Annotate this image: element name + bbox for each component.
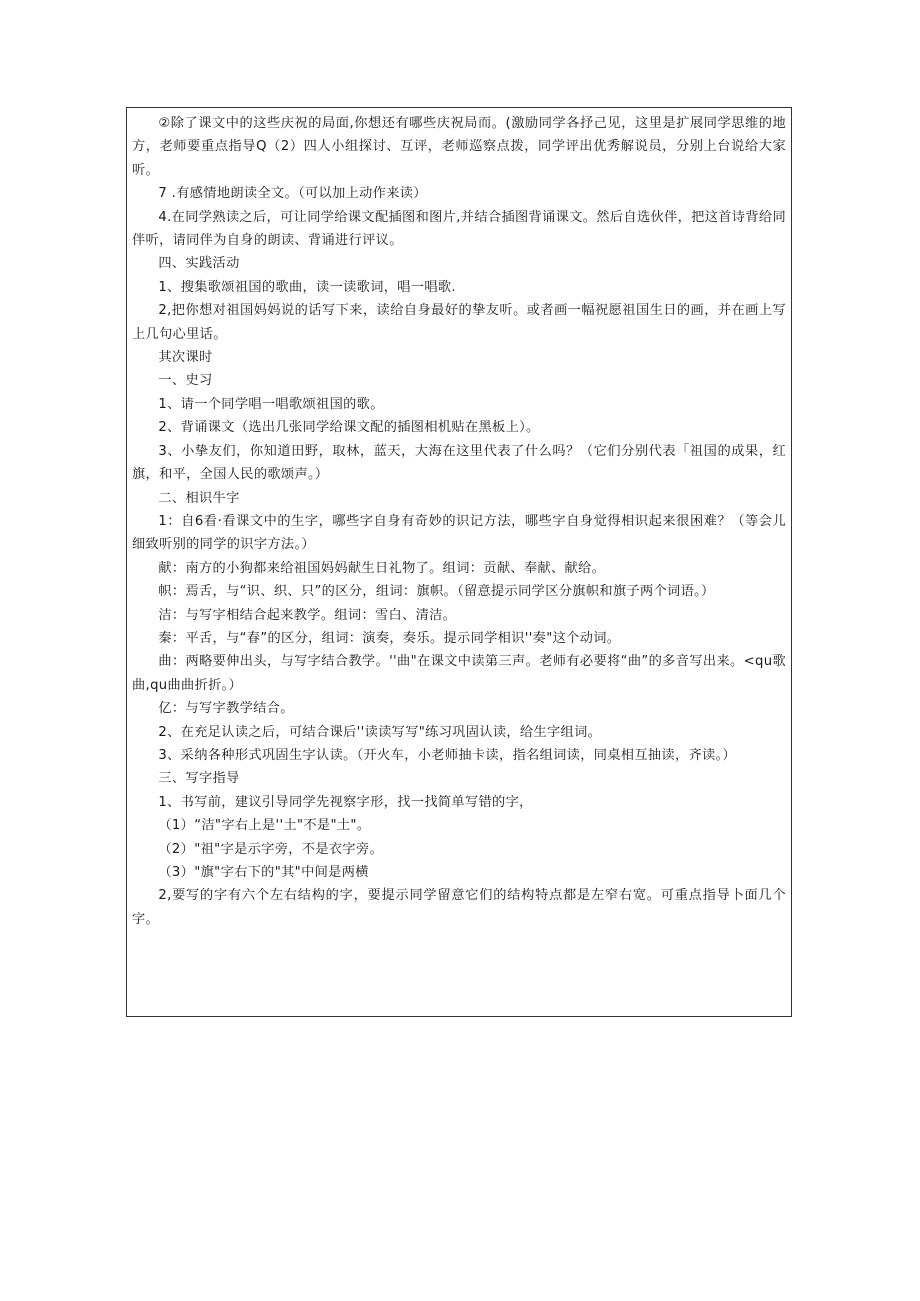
section-heading-second-lesson: 其次课时: [158, 350, 213, 366]
writing-note-3: （3）"旗"字右下的"其"中间是两横: [158, 865, 369, 880]
character-note-qu: 曲：两略要伸出头，与写字结合教学。''曲"在课文中读第三声。老师有必要将“曲”的多音写出来。<qu歌曲,qu曲曲折折。）: [132, 654, 786, 693]
character-note-zou: 秦：平舌，与“春”的区分，组词：演奏，奏乐。提示同学相识''奏"这个动词。: [158, 630, 621, 646]
paragraph-self-study-characters: 1：自6看·看课文中的生字，哪些字自身有奇妙的识记方法，哪些字自身觉得相识起来很困难？（等会儿细致听别的同学的识字方法。）: [132, 513, 786, 553]
paragraph-word-practice: 2、在充足认读之后，可结合课后''读读写写"练习巩固认读，给生字组词。: [158, 724, 602, 740]
writing-note-1: （1）“洁"字右上是''土"不是"土"。: [158, 818, 371, 834]
lesson-plan-text: [132, 112, 786, 931]
character-note-zhi: 帜：焉舌，与“识、织、只”的区分，组词：旗帜。（留意提示同学区分旗帜和旗子两个词语。）: [158, 584, 715, 600]
paragraph-write-to-motherland: 2,把你想对祖国妈妈说的话写下来，读给自身最好的挚友听。或者画一幅祝愿祖国生日的画，并在画上写上几句心里话。: [132, 303, 786, 342]
paragraph-illustrate-recite: 4.在同学熟读之后，可让同学给课文配插图和图片,并结合插图背诵课文。然后自选伙伴，把这首诗背给同伴听，请同伴为自身的朗读、背诵进行评议。: [132, 209, 786, 249]
paragraph-recite-text: 2、背诵课文（选出几张同学给课文配的插图相机贴在黑板上）。: [158, 420, 540, 436]
writing-note-2: （2）"祖"字是示字旁，不是衣字旁。: [158, 841, 384, 857]
paragraph-consolidate-reading: 3、采纳各种形式巩固生字认读。（开火车，小老师抽卡读，指名组词读，同桌相互抽读，齐读。）: [158, 747, 737, 763]
section-heading-new-characters: 二、相识牛字: [158, 490, 240, 506]
paragraph-observe-shapes: 1、书写前，建议引导同学先视察字形，找一找简单写错的字，: [158, 794, 533, 810]
paragraph-left-right-structure: 2,要写的字有六个左右结构的字，要提示同学留意它们的结构特点都是左窄右宽。可重点指导卜面几个字。: [132, 888, 786, 927]
character-note-yi: 亿：与写字教学结合。: [158, 701, 294, 717]
lesson-plan-table-cell: [126, 107, 792, 1017]
section-heading-writing-guidance: 三、写字指导: [158, 771, 240, 787]
paragraph-symbol-meaning: 3、小挚友们，你知道田野，取林，蓝天，大海在这里代表了什么吗？（它们分别代表「祖国的成果，红旗，和平，全国人民的歌颂声。）: [132, 443, 786, 483]
character-note-jie: 洁：与写字相结合起来教学。组词：雪白、清洁。: [158, 607, 457, 623]
paragraph-collect-songs: 1、搜集歌颂祖国的歌曲，读一读歌词，唱一唱歌.: [158, 279, 456, 295]
character-note-xian: 献：南方的小狗都来给祖国妈妈献生日礼物了。组词：贡献、奉献、献给。: [158, 560, 606, 576]
paragraph-read-aloud: 7 .有感情地朗读全文。（可以加上动作来读）: [158, 186, 427, 202]
paragraph-celebration-scenes: ②除了课文中的这些庆祝的局面,你想还有哪些庆祝局而。(激励同学各抒己见，这里是扩展同学思维的地方，老师要重点指导Q（2）四人小组探讨、互评，老师巡察点拨，同学评出优秀解说员，分别上台说给大家听。: [132, 116, 786, 178]
section-heading-practice: 四、实践活动: [158, 256, 240, 272]
section-heading-review: 一、史习: [158, 373, 213, 389]
paragraph-sing-song: 1、请一个同学唱一唱歌颂祖国的歌。: [158, 396, 384, 412]
